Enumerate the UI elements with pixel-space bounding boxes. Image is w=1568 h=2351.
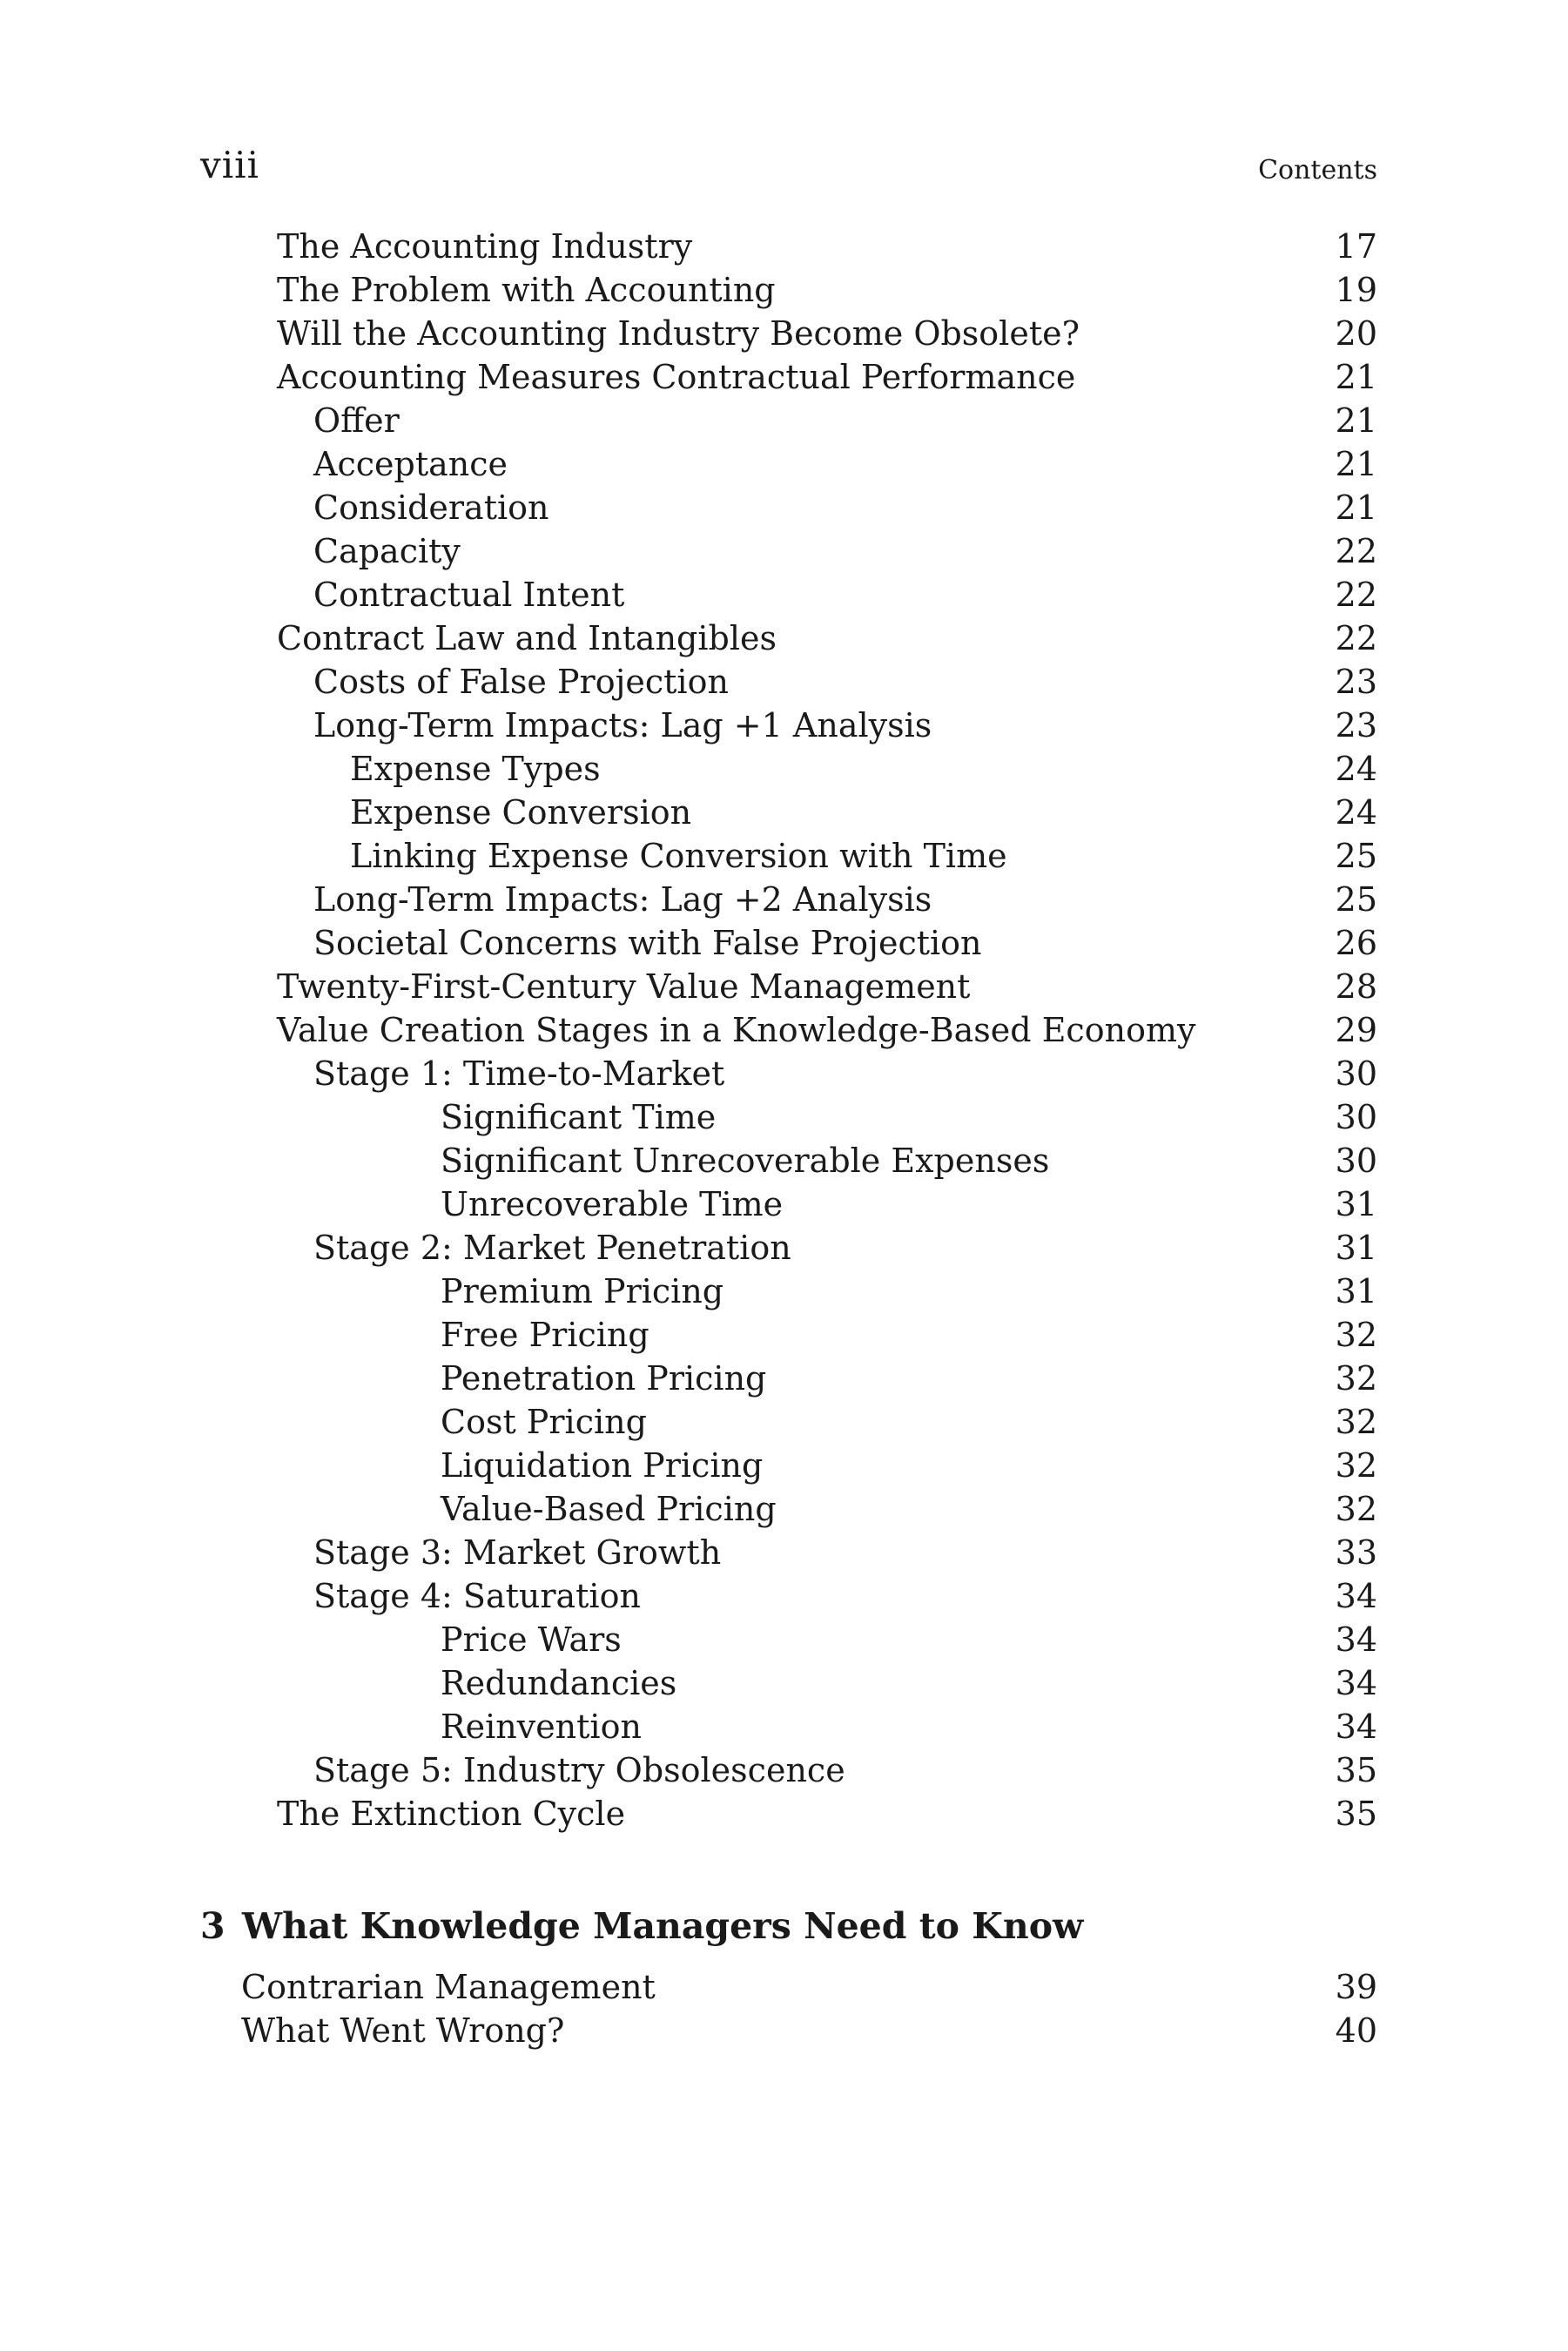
toc-entry-page: 31: [1335, 1229, 1377, 1267]
toc-entry-page: 26: [1335, 924, 1377, 962]
toc-entry-page: 32: [1335, 1490, 1377, 1528]
toc-entry-title: Cost Pricing: [441, 1403, 647, 1441]
toc-entry[interactable]: [200, 1618, 1377, 1661]
toc-entry[interactable]: [200, 1965, 1377, 2009]
page-header: [200, 139, 1377, 192]
toc-entry[interactable]: [200, 1313, 1377, 1357]
toc-entry-title: Linking Expense Conversion with Time: [350, 837, 1007, 875]
toc-entry-page: 24: [1335, 793, 1377, 832]
toc-entry[interactable]: [200, 1139, 1377, 1182]
toc-entry-page: 34: [1335, 1620, 1377, 1659]
toc-entry-page: 20: [1335, 314, 1377, 353]
toc-entry-title: Capacity: [313, 532, 461, 570]
toc-entry-title: Reinvention: [441, 1708, 642, 1746]
toc-entry-page: 21: [1335, 445, 1377, 483]
toc-entry[interactable]: [200, 529, 1377, 573]
toc-entry[interactable]: [200, 573, 1377, 616]
toc-entry-page: 39: [1335, 1968, 1377, 2006]
toc-entry-title: Stage 2: Market Penetration: [313, 1229, 791, 1267]
toc-entry-page: 21: [1335, 358, 1377, 396]
toc-entry-title: Premium Pricing: [441, 1272, 724, 1310]
toc-entry[interactable]: [200, 1052, 1377, 1095]
toc-entry-page: 28: [1335, 967, 1377, 1006]
toc-entry-title: Significant Unrecoverable Expenses: [441, 1142, 1050, 1180]
toc-entry[interactable]: [200, 965, 1377, 1008]
toc-chapter-entries: [200, 1965, 1377, 2052]
toc-entry-page: 35: [1335, 1751, 1377, 1789]
toc-entry-page: 21: [1335, 488, 1377, 527]
running-head: Contents: [1258, 155, 1377, 185]
toc-entry[interactable]: [200, 2009, 1377, 2052]
toc-entry[interactable]: [200, 704, 1377, 747]
toc-entry[interactable]: [200, 399, 1377, 442]
chapter-title: What Knowledge Managers Need to Know: [242, 1905, 1084, 1947]
toc-entry[interactable]: [200, 268, 1377, 312]
toc-entry-title: Unrecoverable Time: [441, 1185, 784, 1223]
toc-entry-title: Costs of False Projection: [313, 663, 729, 701]
toc-entry[interactable]: [200, 1270, 1377, 1313]
chapter-heading: [200, 1900, 1083, 1952]
toc-entry-title: Contrarian Management: [241, 1968, 656, 2006]
toc-entry-page: 22: [1335, 532, 1377, 570]
toc-entry[interactable]: [200, 1226, 1377, 1270]
toc-entry-page: 29: [1335, 1011, 1377, 1049]
toc-entry-page: 31: [1335, 1185, 1377, 1223]
toc-entry-page: 30: [1335, 1098, 1377, 1136]
chapter-number: 3: [200, 1905, 225, 1947]
toc-section-entries: [200, 225, 1377, 1836]
toc-entry-title: Contractual Intent: [313, 576, 625, 614]
toc-entry[interactable]: [200, 355, 1377, 399]
toc-entry-page: 24: [1335, 750, 1377, 788]
toc-entry[interactable]: [200, 1792, 1377, 1836]
toc-entry[interactable]: [200, 1095, 1377, 1139]
toc-entry-page: 25: [1335, 837, 1377, 875]
toc-entry-title: Liquidation Pricing: [441, 1446, 764, 1485]
toc-entry-title: Acceptance: [313, 445, 508, 483]
toc-entry[interactable]: [200, 486, 1377, 529]
toc-entry-title: Expense Types: [350, 750, 601, 788]
toc-entry[interactable]: [200, 1400, 1377, 1444]
toc-entry[interactable]: [200, 1661, 1377, 1705]
toc-entry-title: Offer: [313, 401, 400, 440]
toc-entry-page: 33: [1335, 1533, 1377, 1572]
toc-entry-page: 32: [1335, 1316, 1377, 1354]
toc-entry-page: 21: [1335, 401, 1377, 440]
toc-entry-title: Consideration: [313, 488, 549, 527]
toc-entry-page: 19: [1335, 271, 1377, 309]
toc-entry[interactable]: [200, 312, 1377, 355]
toc-entry-page: 32: [1335, 1446, 1377, 1485]
toc-entry-title: The Extinction Cycle: [277, 1795, 626, 1833]
toc-entry-page: 30: [1335, 1142, 1377, 1180]
toc-entry[interactable]: [200, 1357, 1377, 1400]
toc-entry-page: 32: [1335, 1403, 1377, 1441]
toc-entry-title: Stage 3: Market Growth: [313, 1533, 722, 1572]
toc-entry-title: Expense Conversion: [350, 793, 692, 832]
toc-entry[interactable]: [200, 747, 1377, 791]
toc-entry[interactable]: [200, 616, 1377, 660]
toc-entry-page: 31: [1335, 1272, 1377, 1310]
toc-entry[interactable]: [200, 660, 1377, 704]
toc-entry-page: 22: [1335, 619, 1377, 657]
toc-entry[interactable]: [200, 791, 1377, 834]
toc-entry-title: Long-Term Impacts: Lag +2 Analysis: [313, 880, 932, 919]
toc-entry[interactable]: [200, 1444, 1377, 1487]
toc-entry[interactable]: [200, 834, 1377, 878]
toc-entry-page: 25: [1335, 880, 1377, 919]
toc-entry-title: Penetration Pricing: [441, 1359, 767, 1398]
toc-entry-title: The Problem with Accounting: [277, 271, 776, 309]
toc-entry-title: Twenty-First-Century Value Management: [277, 967, 971, 1006]
toc-entry-page: 34: [1335, 1577, 1377, 1615]
toc-entry-title: Stage 4: Saturation: [313, 1577, 641, 1615]
toc-entry-page: 32: [1335, 1359, 1377, 1398]
toc-entry[interactable]: [200, 1008, 1377, 1052]
toc-entry-title: Stage 5: Industry Obsolescence: [313, 1751, 845, 1789]
toc-entry[interactable]: [200, 1531, 1377, 1574]
toc-entry-title: What Went Wrong?: [241, 2011, 565, 2050]
toc-entry-page: 22: [1335, 576, 1377, 614]
toc-entry[interactable]: [200, 442, 1377, 486]
toc-entry-page: 23: [1335, 706, 1377, 744]
toc-entry-title: Significant Time: [441, 1098, 717, 1136]
toc-entry[interactable]: [200, 1574, 1377, 1618]
toc-entry-title: Societal Concerns with False Projection: [313, 924, 982, 962]
toc-entry-page: 30: [1335, 1054, 1377, 1093]
toc-entry-title: Value Creation Stages in a Knowledge-Based Economy: [277, 1011, 1196, 1049]
toc-entry[interactable]: [200, 1705, 1377, 1748]
toc-entry-title: Value-Based Pricing: [441, 1490, 777, 1528]
toc-entry-title: Accounting Measures Contractual Performance: [277, 358, 1076, 396]
toc-entry-page: 34: [1335, 1708, 1377, 1746]
toc-entry-title: Long-Term Impacts: Lag +1 Analysis: [313, 706, 932, 744]
toc-entry-title: Price Wars: [441, 1620, 622, 1659]
toc-entry-title: Redundancies: [441, 1664, 677, 1702]
toc-entry-page: 17: [1335, 227, 1377, 266]
page-number: viii: [200, 144, 260, 186]
toc-entry-page: 34: [1335, 1664, 1377, 1702]
toc-entry-title: Will the Accounting Industry Become Obsolete?: [277, 314, 1080, 353]
toc-entry-title: Free Pricing: [441, 1316, 649, 1354]
toc-entry[interactable]: [200, 878, 1377, 921]
toc-entry[interactable]: [200, 1487, 1377, 1531]
toc-entry[interactable]: [200, 921, 1377, 965]
toc-entry-page: 40: [1335, 2011, 1377, 2050]
toc-entry[interactable]: [200, 1182, 1377, 1226]
toc-entry-page: 23: [1335, 663, 1377, 701]
toc-entry-title: Contract Law and Intangibles: [277, 619, 777, 657]
toc-entry[interactable]: [200, 1748, 1377, 1792]
toc-entry-title: The Accounting Industry: [277, 227, 693, 266]
toc-entry-title: Stage 1: Time-to-Market: [313, 1054, 725, 1093]
toc-entry[interactable]: [200, 225, 1377, 268]
toc-entry-page: 35: [1335, 1795, 1377, 1833]
